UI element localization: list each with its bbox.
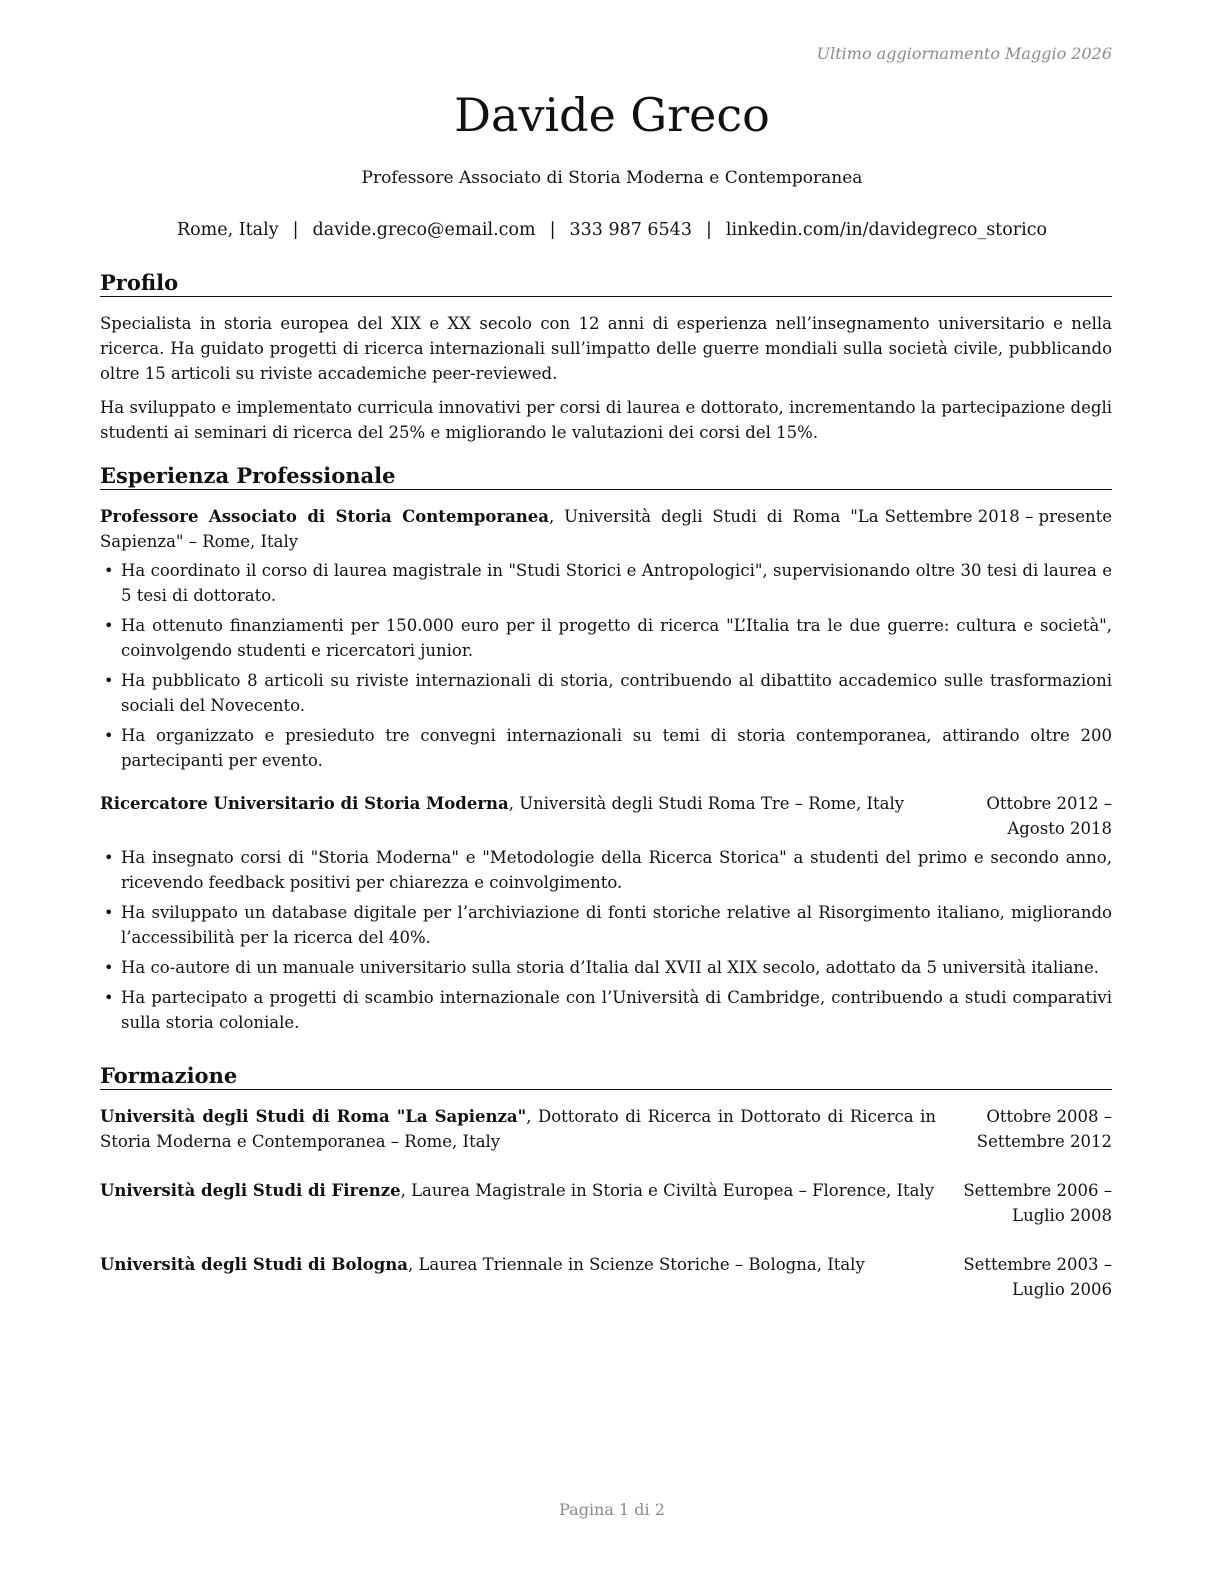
candidate-name: Davide Greco [454,88,770,142]
contact-line [0,220,1224,240]
bullet-icon: • [104,726,114,745]
bullet-icon: • [104,988,114,1007]
list-item: • Ha insegnato corsi di "Storia Moderna" e "Metodologie della Ricerca Storica" a studenti del primo e secondo anno, ricevendo feedback positivi per chiarezza e coinvolgimento. [100,845,1112,895]
job-entry [100,504,1112,773]
job-bullets [100,558,1112,773]
education-detail: , Dottorato di Ricerca in Dottorato di Ricerca in Storia Moderna e Contemporanea – Rome, Italy [100,1107,937,1151]
job-dates: Settembre 2018 – presente [884,507,1112,526]
section-title-education: Formazione [100,1063,1112,1090]
page-number: Pagina 1 di 2 [559,1500,665,1519]
section-title-experience: Esperienza Professionale [100,463,1112,490]
job-header [100,791,1112,841]
bullet-icon: • [104,561,114,580]
contact-email[interactable]: davide.greco@email.com [312,220,536,240]
contact-separator: | [292,220,299,240]
education-dates: Ottobre 2008 – Settembre 2012 [976,1107,1112,1151]
profile-paragraph: Specialista in storia europea del XIX e XX secolo con 12 anni di esperienza nell’insegnamento universitario e nella ricerca. Ha guidato progetti di ricerca internazionali sull’impatto delle guerre mondiali sulla società civile, pubblicando oltre 15 articoli su riviste accademiche peer-reviewed. [100,314,1112,383]
bullet-icon: • [104,671,114,690]
education-detail: , Laurea Magistrale in Storia e Civiltà Europea – Florence, Italy [400,1181,935,1200]
education-school: Università degli Studi di Bologna [100,1255,408,1274]
education-school-detail [100,1104,936,1154]
contact-phone[interactable]: 333 987 6543 [569,220,692,240]
bullet-icon: • [104,903,114,922]
bullet-icon: • [104,616,114,635]
contact-location: Rome, Italy [176,220,279,240]
job-role: Professore Associato di Storia Contemporanea [100,507,549,526]
job-bullets [100,845,1112,1035]
candidate-title: Professore Associato di Storia Moderna e Contemporanea [361,168,863,188]
section-title-profile: Profilo [100,270,1112,297]
education-school-detail [100,1178,936,1228]
experience-section [100,463,1112,1040]
list-item: • Ha organizzato e presieduto tre convegni internazionali su temi di storia contemporanea, attirando oltre 200 partecipanti per evento. [100,723,1112,773]
list-item: • Ha coordinato il corso di laurea magistrale in "Studi Storici e Antropologici", supervisionando oltre 30 tesi di laurea e 5 tesi di dottorato. [100,558,1112,608]
education-detail: , Laurea Triennale in Scienze Storiche – Bologna, Italy [407,1255,865,1274]
contact-linkedin[interactable]: linkedin.com/in/davidegreco_storico [725,220,1048,240]
education-school: Università degli Studi di Roma "La Sapienza" [100,1107,527,1126]
profile-section [100,270,1112,445]
education-school-detail [100,1252,936,1302]
job-org: , Università degli Studi Roma Tre – Rome, Italy [508,794,905,813]
job-role-org [100,504,879,554]
profile-paragraph: Ha sviluppato e implementato curricula innovativi per corsi di laurea e dottorato, incrementando la partecipazione degli studenti ai seminari di ricerca del 25% e migliorando le valutazioni dei corsi del 15%. [100,398,1112,442]
list-item: • Ha co-autore di un manuale universitario sulla storia d’Italia dal XVII al XIX secolo, adottato da 5 università italiane. [100,955,1112,980]
list-item: • Ha sviluppato un database digitale per l’archiviazione di fonti storiche relative al Risorgimento italiano, migliorando l’accessibilità per la ricerca del 40%. [100,900,1112,950]
education-dates: Settembre 2003 – Luglio 2006 [963,1255,1112,1299]
job-header [100,504,1112,554]
list-item: • Ha ottenuto finanziamenti per 150.000 euro per il progetto di ricerca "L’Italia tra le due guerre: cultura e società", coinvolgendo studenti e ricercatori junior. [100,613,1112,663]
education-entry [100,1104,1112,1154]
education-entry [100,1252,1112,1302]
contact-separator: | [549,220,556,240]
job-role: Ricercatore Universitario di Storia Moderna [100,794,509,813]
last-updated: Ultimo aggiornamento Maggio 2026 [816,44,1112,63]
job-role-org [100,791,936,841]
list-item: • Ha partecipato a progetti di scambio internazionale con l’Università di Cambridge, contribuendo a studi comparativi sulla storia coloniale. [100,985,1112,1035]
job-org: , Università degli Studi di Roma "La Sapienza" – Rome, Italy [100,507,879,551]
education-school: Università degli Studi di Firenze [100,1181,401,1200]
education-section [100,1063,1112,1302]
list-item: • Ha pubblicato 8 articoli su riviste internazionali di storia, contribuendo al dibattito accademico sulle trasformazioni sociali del Novecento. [100,668,1112,718]
contact-separator: | [705,220,712,240]
education-entry [100,1178,1112,1228]
job-dates: Ottobre 2012 – Agosto 2018 [986,794,1112,838]
education-dates: Settembre 2006 – Luglio 2008 [963,1181,1112,1225]
bullet-icon: • [104,958,114,977]
job-entry [100,791,1112,1035]
bullet-icon: • [104,848,114,867]
